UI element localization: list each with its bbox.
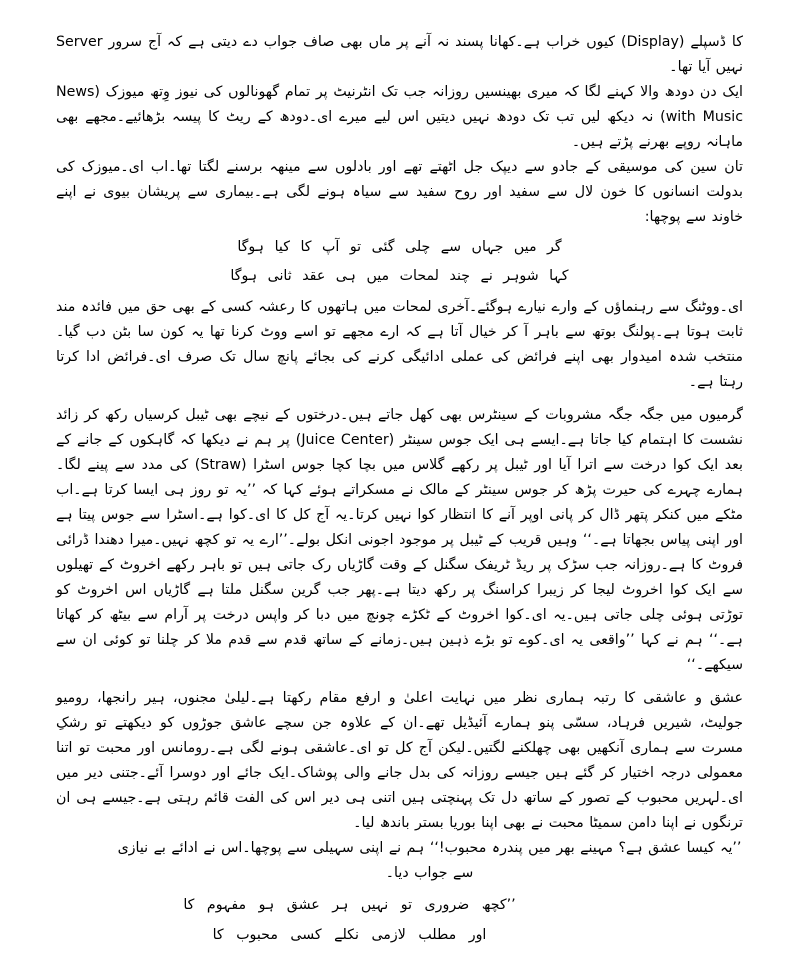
paragraph-juice-center: گرمیوں میں جگہ جگہ مشروبات کے سینٹرس بھی کھل جاتے ہیں۔درختوں کے نیچے بھی ٹیبل کرسیاں رکھ کر زائد نشست کا اہتمام کیا جاتا ہے۔ایسے ہی ایک جوس سینٹر (Juice Center) پر ہم نے دیکھا کہ گاہکوں کے جانے کے بعد ایک کوا درخت سے اترا آیا اور ٹیبل پر رکھے گلاس میں بچا کچا جوس اسٹرا (Straw) کی مدد سے پینے لگا۔ہمارے چہرے کی حیرت پڑھ کر جوس سینٹر کے مالک نے مسکراتے ہوئے کہا کہ ’’یہ تو روز ہی ایسا کرتا ہے۔اب مٹکے میں کنکر پتھر ڈال کر پانی اوپر آنے کا انتظار کوا نہیں کرتا۔یہ آج کل کا ای۔کوا ہے۔اسٹرا سے جوس پیتا ہے اور اپنی پیاس بجھاتا ہے۔‘‘ وہیں قریب کے ٹیبل پر موجود اجونی انکل بولے۔’’ارے یہ تو کچھ نہیں۔میرا دھندا ڈرائی فروٹ کا ہے۔روزانہ جب سڑک پر ریڈ ٹریفک سگنل کے وقت گاڑیاں رک جاتی ہیں تو باہر رکھے اخروٹ کے تھیلوں سے ایک کوا اخروٹ لیجا کر زیبرا کراسنگ پر رکھ دیتا ہے۔پھر جب گرین سگنل ملتا ہے گاڑیاں اس اخروٹ کو توڑتی ہوئی چلی جاتی ہیں۔یہ ای۔کوا اخروٹ کے ٹکڑے چونچ میں دبا کر واپس درخت پر آرام سے بیٹھ کر کھاتا ہے۔‘‘ ہم نے کہا ’’واقعی یہ ای۔کوے تو بڑے ذہین ہیں۔زمانے کے ساتھ قدم سے قدم ملا کر چلنا تو کوئی ان سے سیکھے۔‘‘ xyxy=(56,407,743,673)
verse-block-2 xyxy=(56,890,743,950)
paragraph-display: کا ڈسپلے (Display) کیوں خراب ہے۔کھانا پسند نہ آنے پر ماں بھی صاف جواب دے دیتی ہے کہ آج سرور Server نہیں آیا تھا۔ xyxy=(56,34,743,75)
verse-line: ’’کچھ ضروری تو نہیں ہر عشق ہو مفہوم کا xyxy=(183,897,516,913)
verse-line: گر میں جہاں سے چلی گئی تو آپ کا کیا ہوگا xyxy=(237,239,562,255)
paragraph-question: ’’یہ کیسا عشق ہے؟ مہینے بھر میں پندرہ محبوب!‘‘ ہم نے اپنی سہیلی سے پوچھا۔اس نے ادائے بے نیازی سے جواب دیا۔ xyxy=(117,840,742,881)
verse-line: اور مطلب لازمی نکلے کسی محبوب کا xyxy=(212,927,487,943)
verse-block-1 xyxy=(56,234,743,289)
paragraph-milkman: ایک دن دودھ والا کہنے لگا کہ میری بھینسیں روزانہ جب تک انٹرنیٹ پر تمام گھونالوں کی نیوز وِتھ میوزک (News with Music) نہ دیکھ لیں تب تک دودھ نہیں دیتیں اس لیے میرے ای۔دودھ کے ریٹ کا پیسہ بڑھائیے۔مجھے بھی ماہانہ روپے بھرنے پڑتے ہیں۔ xyxy=(56,84,743,150)
paragraph-tansen: تان سین کی موسیقی کے جادو سے دیپک جل اٹھتے تھے اور بادلوں سے مینھہ برسنے لگتا تھا۔اب ای۔میوزک کی بدولت انسانوں کا خون لال سے سفید اور روح سفید سے سیاہ ہونے لگی ہے۔بیماری سے پریشان بیوی نے اپنے خاوند سے پوچھا: xyxy=(56,159,743,225)
paragraph-evoting: ای۔ووٹنگ سے رہنماؤں کے وارے نیارے ہوگئے۔آخری لمحات میں ہاتھوں کا رعشہ کسی کے بھی حق میں فائدہ مند ثابت ہوتا ہے۔پولنگ بوتھ سے باہر آ کر خیال آتا ہے کہ ارے مجھے تو اسے ووٹ کرنا تھا یہ کون سا بٹن دب گیا۔منتخب شدہ امیدوار بھی اپنے فرائض کی عملی ادائیگی کرنے کی بجائے پانچ سال تک صرف ای۔فرائض ادا کرتا رہتا ہے۔ xyxy=(56,299,743,390)
paragraph-love: عشق و عاشقی کا رتبہ ہماری نظر میں نہایت اعلیٰ و ارفع مقام رکھتا ہے۔لیلیٰ مجنوں، ہیر رانجھا، رومیو جولیٹ، شیریں فرہاد، سسّی پنو ہمارے آئیڈیل تھے۔ان کے علاوہ جن سچے عاشق جوڑوں کو دیکھتے تو رشکِ مسرت سے ہماری آنکھیں بھی چھلکنے لگتیں۔لیکن آج کل تو ای۔عاشقی ہونے لگی ہے۔رومانس اور محبت تو اتنا معمولی درجہ اختیار کر گئے ہیں جیسے روزانہ کی بدل جانے والی پوشاک۔ایک جائے اور دوسرا آئے۔جتنی دیر میں ای۔لہریں محبوب کے تصور کے ساتھ دل تک پہنچتی ہیں اتنی ہی دیر اس کی الفت قائم رہتی ہے۔جیسے ہی ان ترنگوں نے اپنا دامن سمیٹا محبت نے بھی اپنا بوریا بستر باندھ لیا۔ xyxy=(56,690,743,831)
verse-line: کہا شوہر نے چند لمحات میں ہی عقد ثانی ہوگا xyxy=(230,268,569,284)
